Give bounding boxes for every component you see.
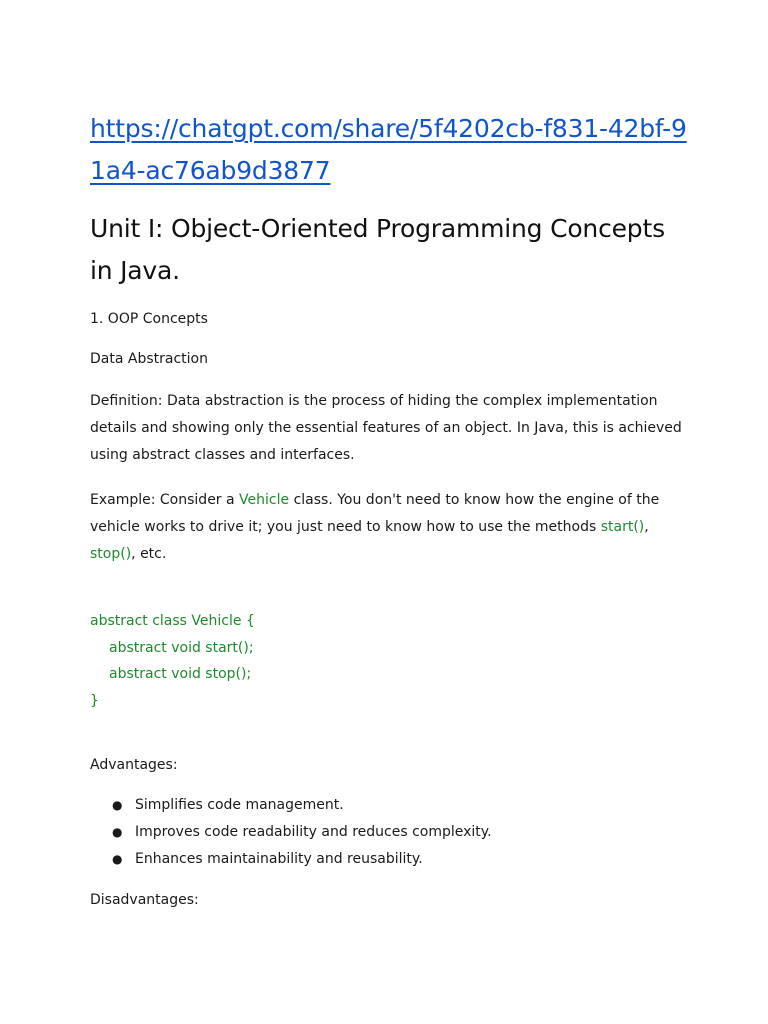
advantages-list: [90, 792, 690, 873]
list-item: [90, 792, 690, 819]
unit-title: Unit I: Object-Oriented Programming Concepts in Java.: [90, 214, 665, 285]
code-line: }: [90, 692, 99, 709]
code-line: abstract void stop();: [109, 666, 252, 682]
list-item: [90, 846, 690, 873]
example-separator: ,: [644, 519, 649, 535]
bullet-icon: ●: [112, 798, 123, 812]
code-line: abstract void start();: [109, 639, 254, 656]
disadvantages-label: Disadvantages:: [90, 892, 199, 908]
bullet-icon: ●: [112, 852, 123, 866]
section-heading: 1. OOP Concepts: [90, 311, 208, 327]
example-text-2: class. You don't need to know how the engine of the vehicle works to drive it; you just need to know how to use the methods: [90, 492, 660, 535]
stop-method-term: stop(): [90, 546, 132, 562]
example-text-1: Example: Consider a: [90, 492, 240, 508]
document-page: [90, 108, 690, 911]
list-item-text: Simplifies code management.: [135, 797, 344, 813]
code-line: abstract class Vehicle {: [90, 613, 255, 629]
bullet-icon: ●: [112, 825, 123, 839]
advantages-label: Advantages:: [90, 757, 178, 773]
list-item: [90, 819, 690, 846]
start-method-term: start(): [600, 519, 645, 535]
list-item-text: Improves code readability and reduces complexity.: [135, 824, 492, 840]
list-item-text: Enhances maintainability and reusability.: [135, 851, 423, 867]
vehicle-code-term: Vehicle: [239, 492, 290, 508]
code-block: [90, 608, 690, 714]
definition-paragraph: Definition: Data abstraction is the process of hiding the complex implementation details and showing only the essential features of an object. In Java, this is achieved using abstract classes and interfaces.: [90, 393, 682, 463]
example-text-3: , etc.: [131, 546, 167, 562]
example-paragraph: [90, 487, 690, 568]
share-link[interactable]: https://chatgpt.com/share/5f4202cb-f831-42bf-91a4-ac76ab9d3877: [90, 114, 687, 185]
subheading-data-abstraction: Data Abstraction: [90, 351, 208, 367]
